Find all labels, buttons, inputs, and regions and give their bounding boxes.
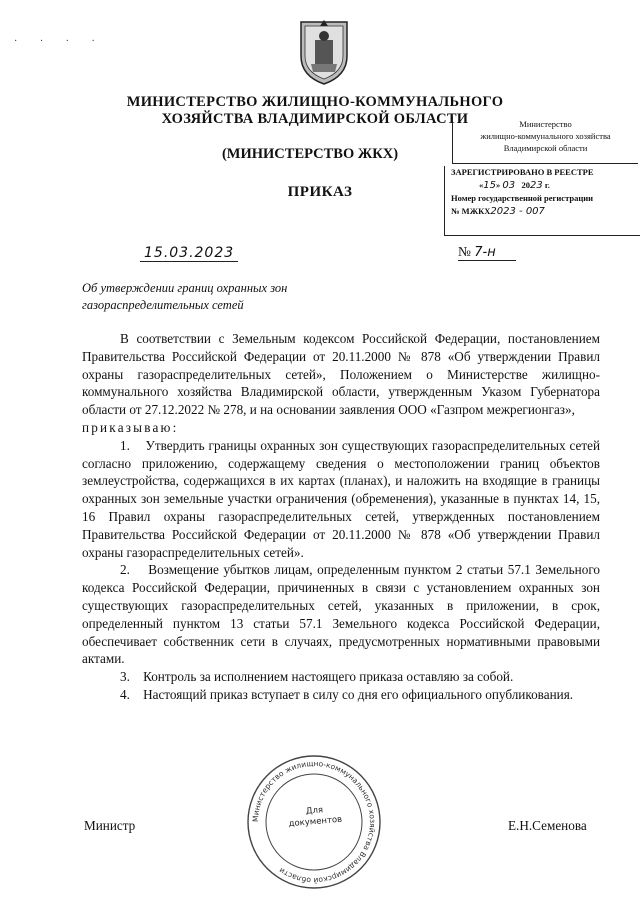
order-subject [82, 280, 322, 314]
ministry-stamp [452, 116, 638, 164]
order-subject-line1: Об утверждении границ охранных зон [82, 281, 288, 295]
order-item-4: 4. Настоящий приказ вступает в силу со дня его официального опубликования. [120, 686, 574, 702]
preamble-paragraph: В соответствии с Земельным кодексом Российской Федерации, постановлением Правительства Российской Федерации от 20.11.2000 № 878 «Об утверждении Правил охраны газораспределительных сетей», Положением о Министерстве жилищно-коммунального хозяйства Владимирской области, утвержденным Указом Губернатора области от 27.12.2022 № 278, и на основании заявления ООО «Газпром межрегионгаз», [82, 331, 600, 418]
stamp-org-line1: Министерство [519, 119, 572, 129]
order-number-value: 7-н [474, 245, 496, 260]
order-number-prefix: № [458, 244, 471, 259]
stamp-reg-number [451, 205, 640, 218]
order-number [458, 244, 516, 261]
stamp-reg-number-label: Номер государственной регистрации [451, 193, 594, 203]
registration-stamp [444, 166, 640, 236]
stamp-registered-label: ЗАРЕГИСТРИРОВАНО В РЕЕСТРЕ [451, 167, 594, 177]
stamp-registration-date: «15» 03 2023 г. [479, 180, 550, 191]
scan-artifact-dots: · · · · [14, 36, 105, 47]
ministry-short-name: (МИНИСТЕРСТВО ЖКХ) [221, 146, 399, 162]
order-item-2: 2. Возмещение убытков лицам, определенным пунктом 2 статьи 57.1 Земельного кодекса Российской Федерации, причиненных в связи с установлением охранных зон существующих газораспределительных сетей, указанных в приложении, в срок, определенный пунктом 13 статьи 57.1 Земельного кодекса Российской Федерации, обеспечивает собственник сети в случаях, предусмотренных нормативными правовыми актами. [82, 562, 600, 667]
order-subject-line2: газораспределительных сетей [82, 298, 244, 312]
seal-center-line2: документов [288, 814, 343, 830]
signatory-role: Министр [84, 818, 136, 833]
stamp-reg-number-value: 2023 - 007 [490, 206, 545, 217]
stamp-reg-day: 15 [483, 180, 496, 191]
document-title: ПРИКАЗ [287, 184, 353, 200]
stamp-reg-month: 03 [502, 180, 516, 191]
decree-word: приказываю: [82, 419, 179, 435]
signatory-name: Е.Н.Семенова [508, 818, 587, 833]
order-item-1: 1. Утвердить границы охранных зон существующих газораспределительных сетей согласно приложению, содержащему сведения о местоположении границ объектов землеустройства, содержащихся в их картах (планах), и наложить на входящие в границы охранных зон земельные участки ограничения (обременения), указанные в пунктах 14, 15, 16 Правил охраны газораспределительных сетей, утвержденных постановлением Правительства Российской Федерации от 20.11.2000 № 878 «Об утверждении Правил охраны газораспределительных сетей». [82, 437, 600, 560]
stamp-reg-number-prefix: № МЖКХ [451, 206, 491, 216]
stamp-reg-year-suffix: 23 [529, 180, 543, 191]
order-item-3: 3. Контроль за исполнением настоящего приказа оставляю за собой. [120, 669, 514, 685]
stamp-org-line3: Владимирской области [503, 143, 588, 153]
stamp-reg-year-unit: г. [544, 180, 550, 190]
coat-of-arms-emblem [295, 18, 353, 86]
order-body [82, 330, 600, 704]
stamp-reg-year-prefix: 20 [521, 180, 530, 190]
ministry-name-line1: МИНИСТЕРСТВО ЖИЛИЩНО-КОММУНАЛЬНОГО [126, 94, 504, 110]
order-date: 15.03.2023 [140, 245, 238, 262]
seal-ring-text: Министерство жилищно-коммунального хозяйства Владимирской области [250, 758, 378, 886]
ministry-name-line2: ХОЗЯЙСТВА ВЛАДИМИРСКОЙ ОБЛАСТИ [161, 111, 469, 127]
seal-center-line1: Для [305, 805, 324, 817]
stamp-org-line2: жилищно-коммунального хозяйства [480, 131, 611, 141]
